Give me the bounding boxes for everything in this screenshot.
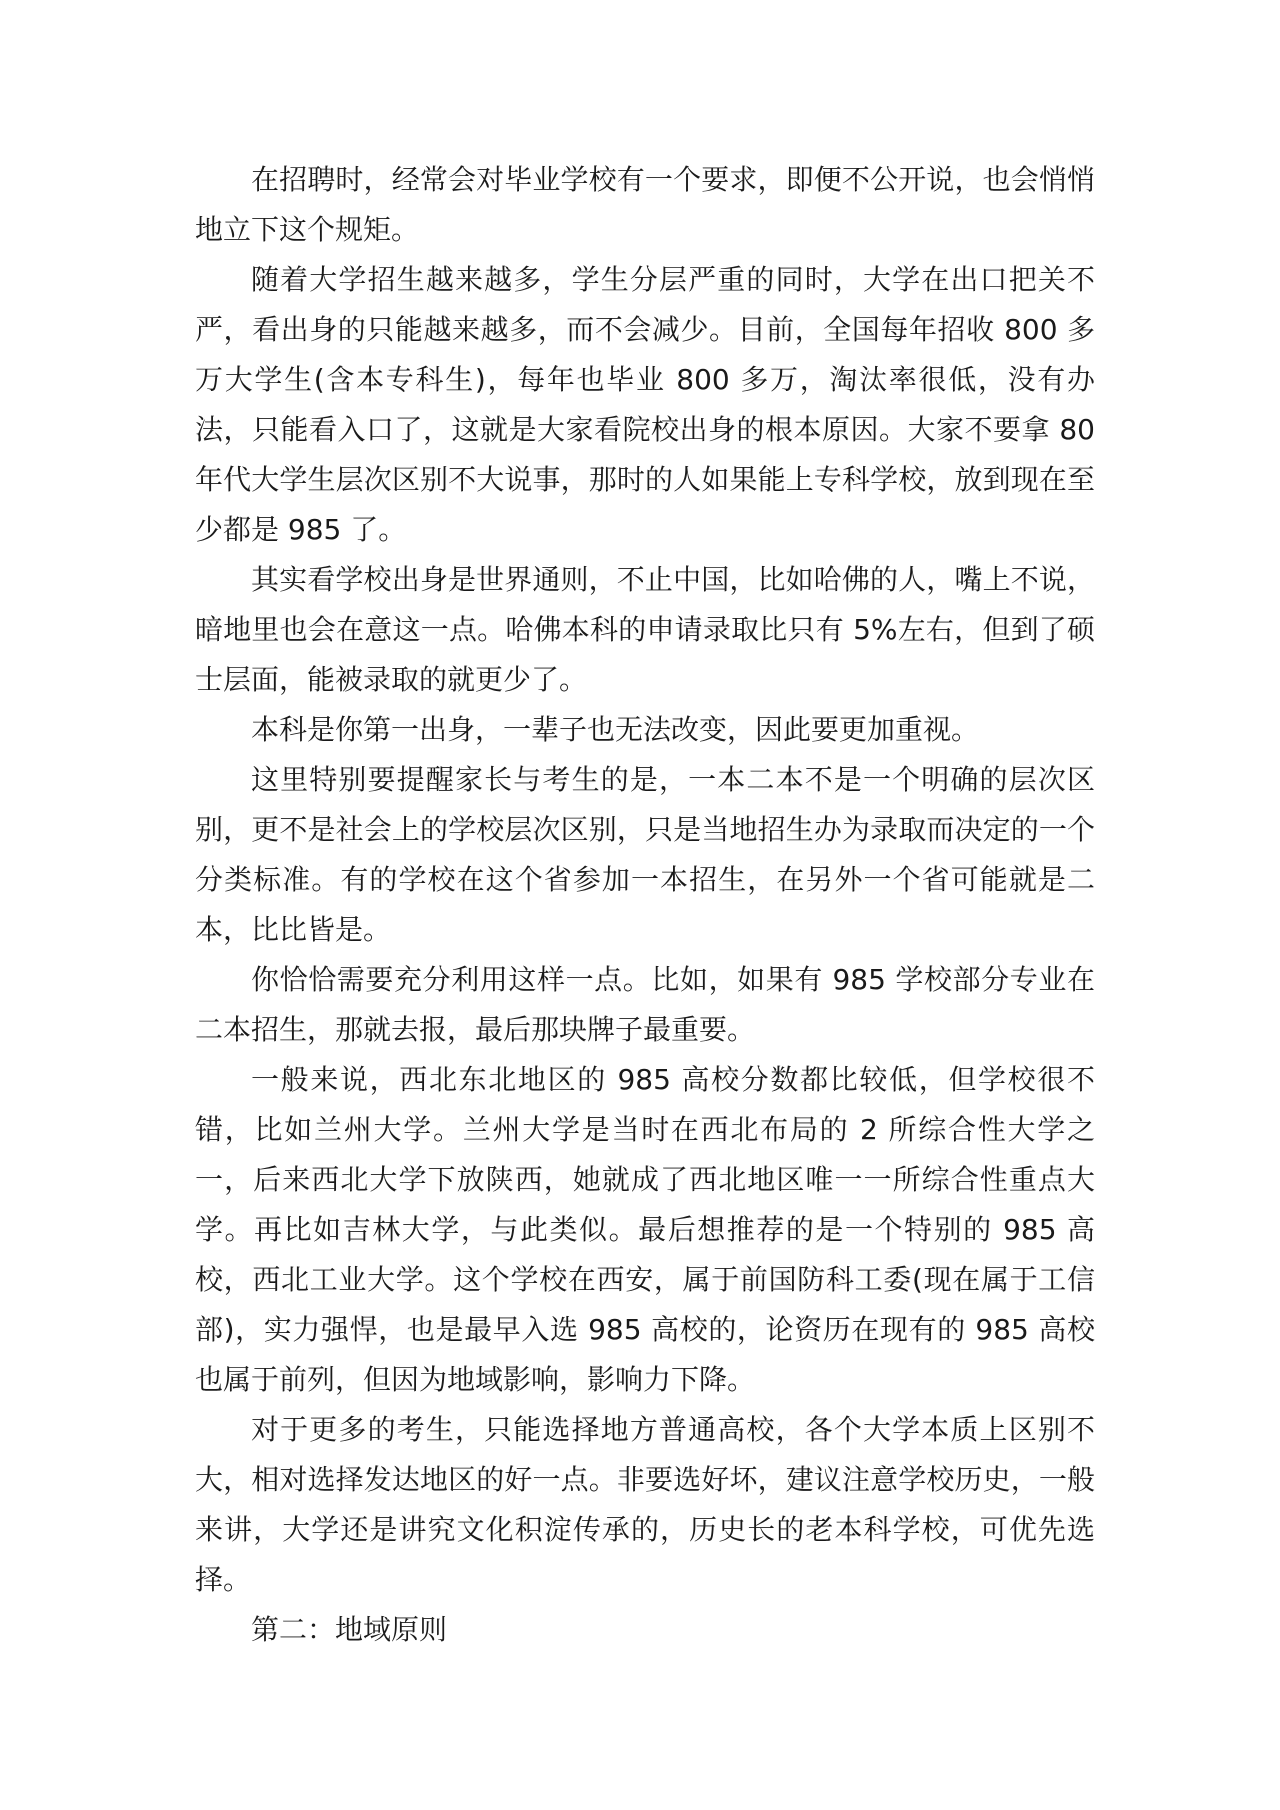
paragraph-5: 这里特别要提醒家长与考生的是，一本二本不是一个明确的层次区别，更不是社会上的学校层次区别，只是当地招生办为录取而决定的一个分类标准。有的学校在这个省参加一本招生，在另外一个省可能就是二本，比比皆是。 xyxy=(195,763,1095,946)
paragraph-6: 你恰恰需要充分利用这样一点。比如，如果有 985 学校部分专业在二本招生，那就去报，最后那块牌子最重要。 xyxy=(195,963,1095,1046)
paragraph-8: 对于更多的考生，只能选择地方普通高校，各个大学本质上区别不大，相对选择发达地区的好一点。非要选好坏，建议注意学校历史，一般来讲，大学还是讲究文化积淀传承的，历史长的老本科学校，可优先选择。 xyxy=(195,1413,1095,1596)
paragraph-1: 在招聘时，经常会对毕业学校有一个要求，即便不公开说，也会悄悄地立下这个规矩。 xyxy=(195,163,1095,246)
document-body xyxy=(195,155,1095,1655)
section-heading: 第二：地域原则 xyxy=(251,1613,448,1646)
paragraph-3: 其实看学校出身是世界通则，不止中国，比如哈佛的人，嘴上不说，暗地里也会在意这一点。哈佛本科的申请录取比只有 5%左右，但到了硕士层面，能被录取的就更少了。 xyxy=(195,563,1095,696)
paragraph-4: 本科是你第一出身，一辈子也无法改变，因此要更加重视。 xyxy=(251,713,980,746)
paragraph-2: 随着大学招生越来越多，学生分层严重的同时，大学在出口把关不严，看出身的只能越来越多，而不会减少。目前，全国每年招收 800 多万大学生(含本专科生)，每年也毕业 800 多万，淘汰率很低，没有办法，只能看入口了，这就是大家看院校出身的根本原因。大家不要拿 80 年代大学生层次区别不大说事，那时的人如果能上专科学校，放到现在至少都是 985 了。 xyxy=(195,263,1095,546)
paragraph-7: 一般来说，西北东北地区的 985 高校分数都比较低，但学校很不错，比如兰州大学。兰州大学是当时在西北布局的 2 所综合性大学之一，后来西北大学下放陕西，她就成了西北地区唯一一所综合性重点大学。再比如吉林大学，与此类似。最后想推荐的是一个特别的 985 高校，西北工业大学。这个学校在西安，属于前国防科工委(现在属于工信部)，实力强悍，也是最早入选 985 高校的，论资历在现有的 985 高校也属于前列，但因为地域影响，影响力下降。 xyxy=(195,1063,1095,1396)
